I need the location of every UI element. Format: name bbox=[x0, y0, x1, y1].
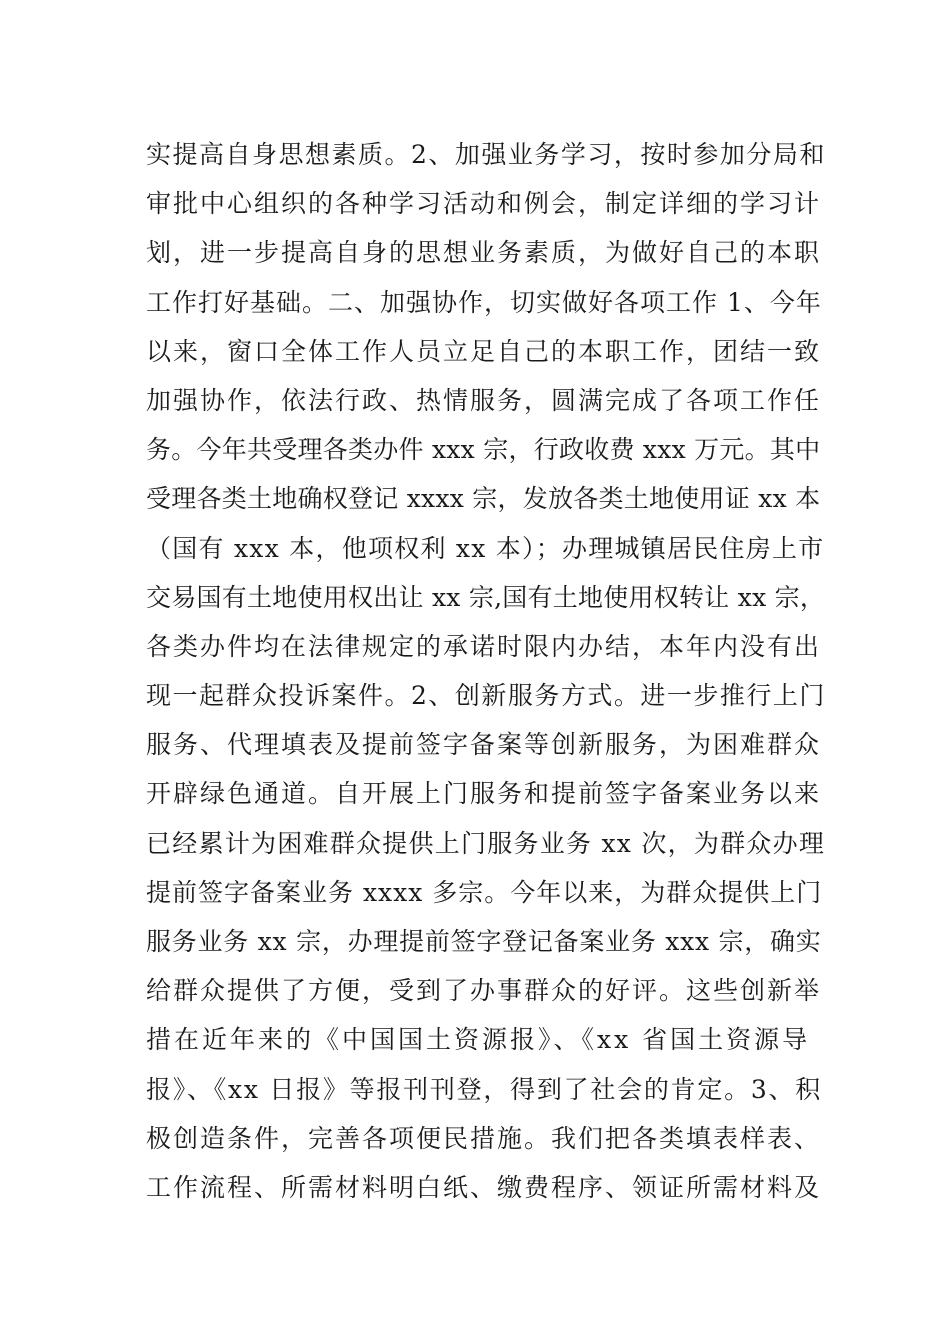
text-line: 提前签字备案业务 xxxx 多宗。今年以来，为群众提供上门 bbox=[146, 877, 823, 907]
text-line: 报》、《xx 日报》等报刊刊登，得到了社会的肯定。3、积 bbox=[146, 1074, 823, 1104]
text-line: 服务、代理填表及提前签字备案等创新服务，为困难群众 bbox=[146, 730, 822, 760]
text-line: 工作打好基础。二、加强协作，切实做好各项工作 1、今年 bbox=[146, 287, 822, 317]
text-line: 交易国有土地使用权出让 xx 宗,国有土地使用权转让 xx 宗， bbox=[146, 582, 826, 612]
text-line: 措在近年来的《中国国土资源报》、《xx 省国土资源导 bbox=[146, 1025, 811, 1055]
text-line: 受理各类土地确权登记 xxxx 宗，发放各类土地使用证 xx 本 bbox=[146, 484, 821, 514]
text-line: 实提高自身思想素质。2、加强业务学习，按时参加分局和 bbox=[146, 140, 826, 169]
text-line: 已经累计为困难群众提供上门服务业务 xx 次，为群众办理 bbox=[146, 828, 826, 858]
text-line: 给群众提供了方便，受到了办事群众的好评。这些创新举 bbox=[146, 976, 822, 1006]
text-line: 务。今年共受理各类办件 xxx 宗，行政收费 xxx 万元。其中 bbox=[146, 435, 821, 465]
text-line: 服务业务 xx 宗，办理提前签字登记备案业务 xxx 宗，确实 bbox=[146, 927, 822, 956]
body-text bbox=[146, 130, 826, 1212]
text-line: 工作流程、所需材料明白纸、缴费程序、领证所需材料及 bbox=[146, 1172, 822, 1202]
text-line: 划，进一步提高自身的思想业务素质，为做好自己的本职 bbox=[146, 238, 822, 268]
text-line: 以来，窗口全体工作人员立足自己的本职工作，团结一致 bbox=[146, 336, 822, 366]
text-line: 现一起群众投诉案件。2、创新服务方式。进一步推行上门 bbox=[146, 681, 826, 711]
text-line: 极创造条件，完善各项便民措施。我们把各类填表样表、 bbox=[146, 1123, 822, 1153]
text-line: 开辟绿色通道。自开展上门服务和提前签字备案业务以来 bbox=[146, 779, 822, 809]
text-line: （国有 xxx 本，他项权利 xx 本）；办理城镇居民住房上市 bbox=[146, 533, 825, 563]
text-line: 各类办件均在法律规定的承诺时限内办结，本年内没有出 bbox=[146, 631, 822, 661]
text-line: 审批中心组织的各种学习活动和例会，制定详细的学习计 bbox=[146, 189, 822, 219]
text-line: 加强协作，依法行政、热情服务，圆满完成了各项工作任 bbox=[146, 385, 822, 415]
